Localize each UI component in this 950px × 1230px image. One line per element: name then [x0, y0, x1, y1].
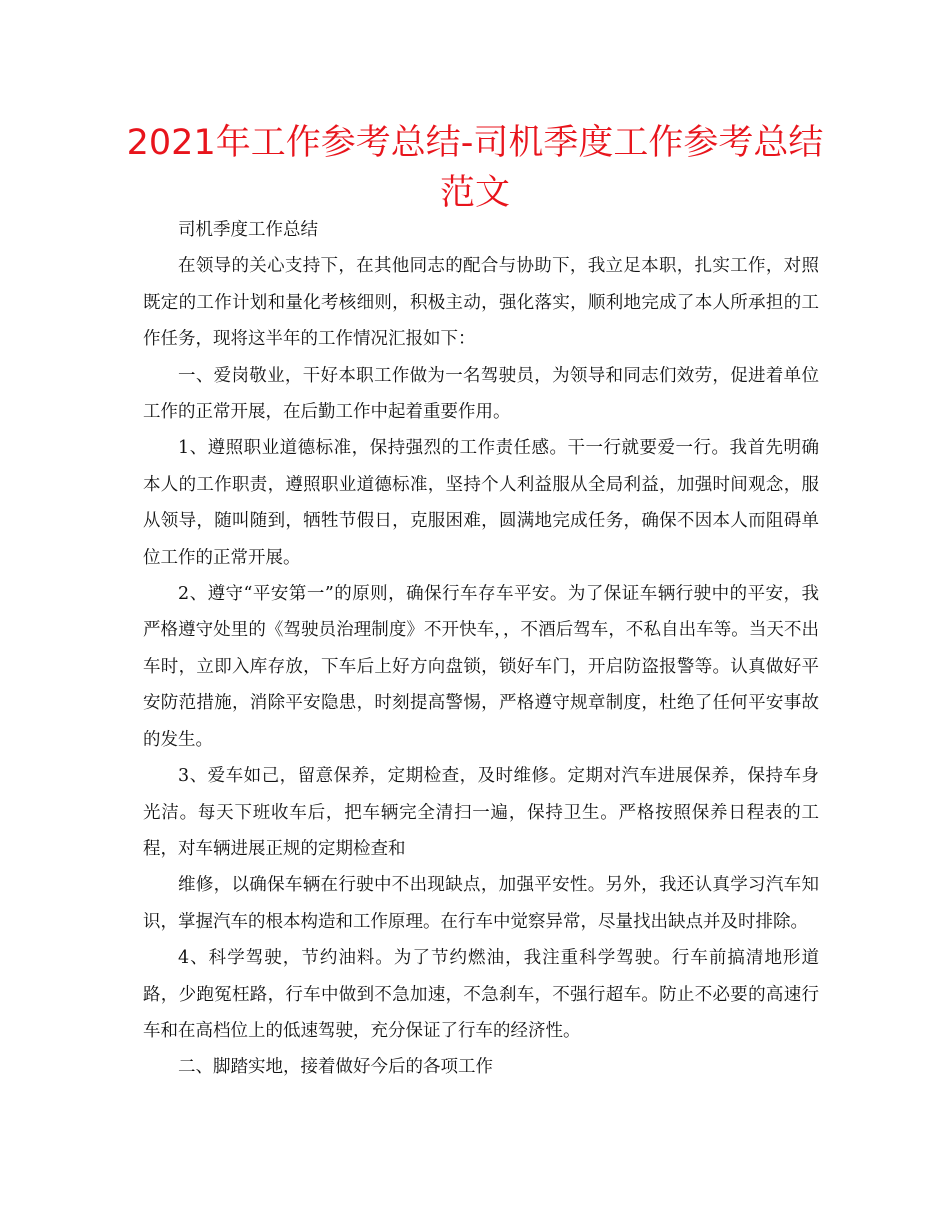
section-two-paragraph: 二、脚踏实地，接着做好今后的各项工作 — [178, 1057, 493, 1078]
section-heading: 司机季度工作总结 — [178, 220, 318, 240]
item-four-paragraph: 4、科学驾驶，节约油料。为了节约燃油，我注重科学驾驶。行车前搞清地形道路，少跑冤枉路，行车中做到不急加速，不急刹车，不强行超车。防止不必要的高速行车和在高档位上的低速驾驶，充分保证了行车的经济性。 — [143, 948, 819, 1041]
item-one-paragraph: 1、遵照职业道德标准，保持强烈的工作责任感。干一行就要爱一行。我首先明确本人的工作职责，遵照职业道德标准，坚持个人利益服从全局利益，加强时间观念，服从领导，随叫随到，牺牲节假日，克服困难，圆满地完成任务，确保不因本人而阻碍单位工作的正常开展。 — [143, 438, 819, 568]
document-body — [143, 212, 819, 1086]
item-three-continuation: 维修，以确保车辆在行驶中不出现缺点，加强平安性。另外，我还认真学习汽车知识，掌握汽车的根本构造和工作原理。在行车中觉察异常，尽量找出缺点并及时排除。 — [143, 875, 819, 932]
item-three-paragraph: 3、爱车如己，留意保养，定期检查，及时维修。定期对汽车进展保养，保持车身光洁。每天下班收车后，把车辆完全清扫一遍，保持卫生。严格按照保养日程表的工程，对车辆进展正规的定期检查和 — [143, 766, 819, 859]
intro-paragraph: 在领导的关心支持下，在其他同志的配合与协助下，我立足本职，扎实工作，对照既定的工作计划和量化考核细则，积极主动，强化落实，顺利地完成了本人所承担的工作任务，现将这半年的工作情况汇报如下： — [143, 256, 819, 350]
item-two-paragraph: 2、遵守“平安第一”的原则，确保行车存车平安。为了保证车辆行驶中的平安，我严格遵守处里的《驾驶员治理制度》不开快车，，不酒后驾车，不私自出车等。当天不出车时，立即入库存放，下车后上好方向盘锁，锁好车门，开启防盗报警等。认真做好平安防范措施，消除平安隐患，时刻提高警惕，严格遵守规章制度，杜绝了任何平安事故的发生。 — [143, 584, 819, 750]
section-one-paragraph: 一、爱岗敬业，干好本职工作做为一名驾驶员，为领导和同志们效劳，促进着单位工作的正常开展，在后勤工作中起着重要作用。 — [143, 365, 819, 423]
document-title: 2021年工作参考总结-司机季度工作参考总结范文 — [126, 123, 824, 213]
